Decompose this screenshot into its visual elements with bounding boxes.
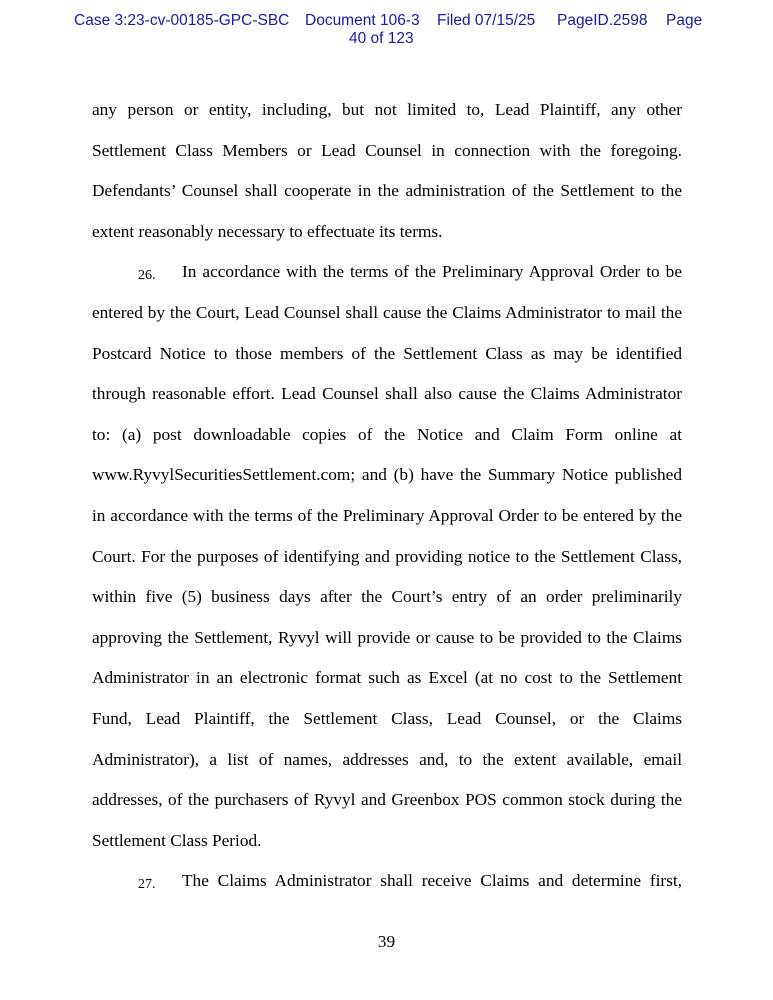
page-label: Page xyxy=(666,12,703,29)
body-line: Defendants’ Counsel shall cooperate in the administration of the Settlement to the xyxy=(92,181,682,201)
body-line: any person or entity, including, but not limited to, Lead Plaintiff, any other xyxy=(92,100,682,119)
body-line: Administrator in an electronic format such as Excel (at no cost to the Settlement xyxy=(92,668,682,688)
body-line: www.RyvylSecuritiesSettlement.com; and (b) have the Summary Notice published xyxy=(92,465,682,485)
body-line: to: (a) post downloadable copies of the Notice and Claim Form online at xyxy=(92,424,682,444)
document-body xyxy=(92,90,682,902)
body-line: addresses, of the purchasers of Ryvyl and Greenbox POS common stock during the xyxy=(92,790,682,810)
filed-date: Filed 07/15/25 xyxy=(437,12,536,29)
body-line: Postcard Notice to those members of the Settlement Class as may be identified xyxy=(92,343,682,363)
body-line: Settlement Class Members or Lead Counsel in connection with the foregoing. xyxy=(92,140,682,160)
document-page-range: 40 of 123 xyxy=(349,30,414,47)
body-line: The Claims Administrator shall receive Claims and determine first, xyxy=(182,871,682,891)
body-line: approving the Settlement, Ryvyl will provide or cause to be provided to the Claims xyxy=(92,627,682,647)
body-line: Administrator), a list of names, addresses and, to the extent available, email xyxy=(92,749,682,769)
page-number: 39 xyxy=(377,932,396,951)
body-line: through reasonable effort. Lead Counsel shall also cause the Claims Administrator xyxy=(92,384,682,404)
case-number: Case 3:23-cv-00185-GPC-SBC xyxy=(74,12,290,29)
body-line: Settlement Class Period. xyxy=(92,830,262,850)
body-line: within five (5) business days after the Court’s entry of an order preliminarily xyxy=(92,587,682,607)
document-number: Document 106-3 xyxy=(305,12,420,29)
page-id: PageID.2598 xyxy=(557,12,648,29)
filing-header xyxy=(0,12,773,52)
body-line: extent reasonably necessary to effectuate its terms. xyxy=(92,221,443,241)
body-line: In accordance with the terms of the Preliminary Approval Order to be xyxy=(182,262,682,282)
paragraph-number-27: 27. xyxy=(138,877,156,892)
body-line: entered by the Court, Lead Counsel shall cause the Claims Administrator to mail the xyxy=(92,302,682,322)
body-line: Fund, Lead Plaintiff, the Settlement Class, Lead Counsel, or the Claims xyxy=(92,708,682,728)
body-line: Court. For the purposes of identifying and providing notice to the Settlement Class, xyxy=(92,546,682,566)
paragraph-number-26: 26. xyxy=(138,268,156,283)
body-line: in accordance with the terms of the Preliminary Approval Order to be entered by the xyxy=(92,505,682,525)
